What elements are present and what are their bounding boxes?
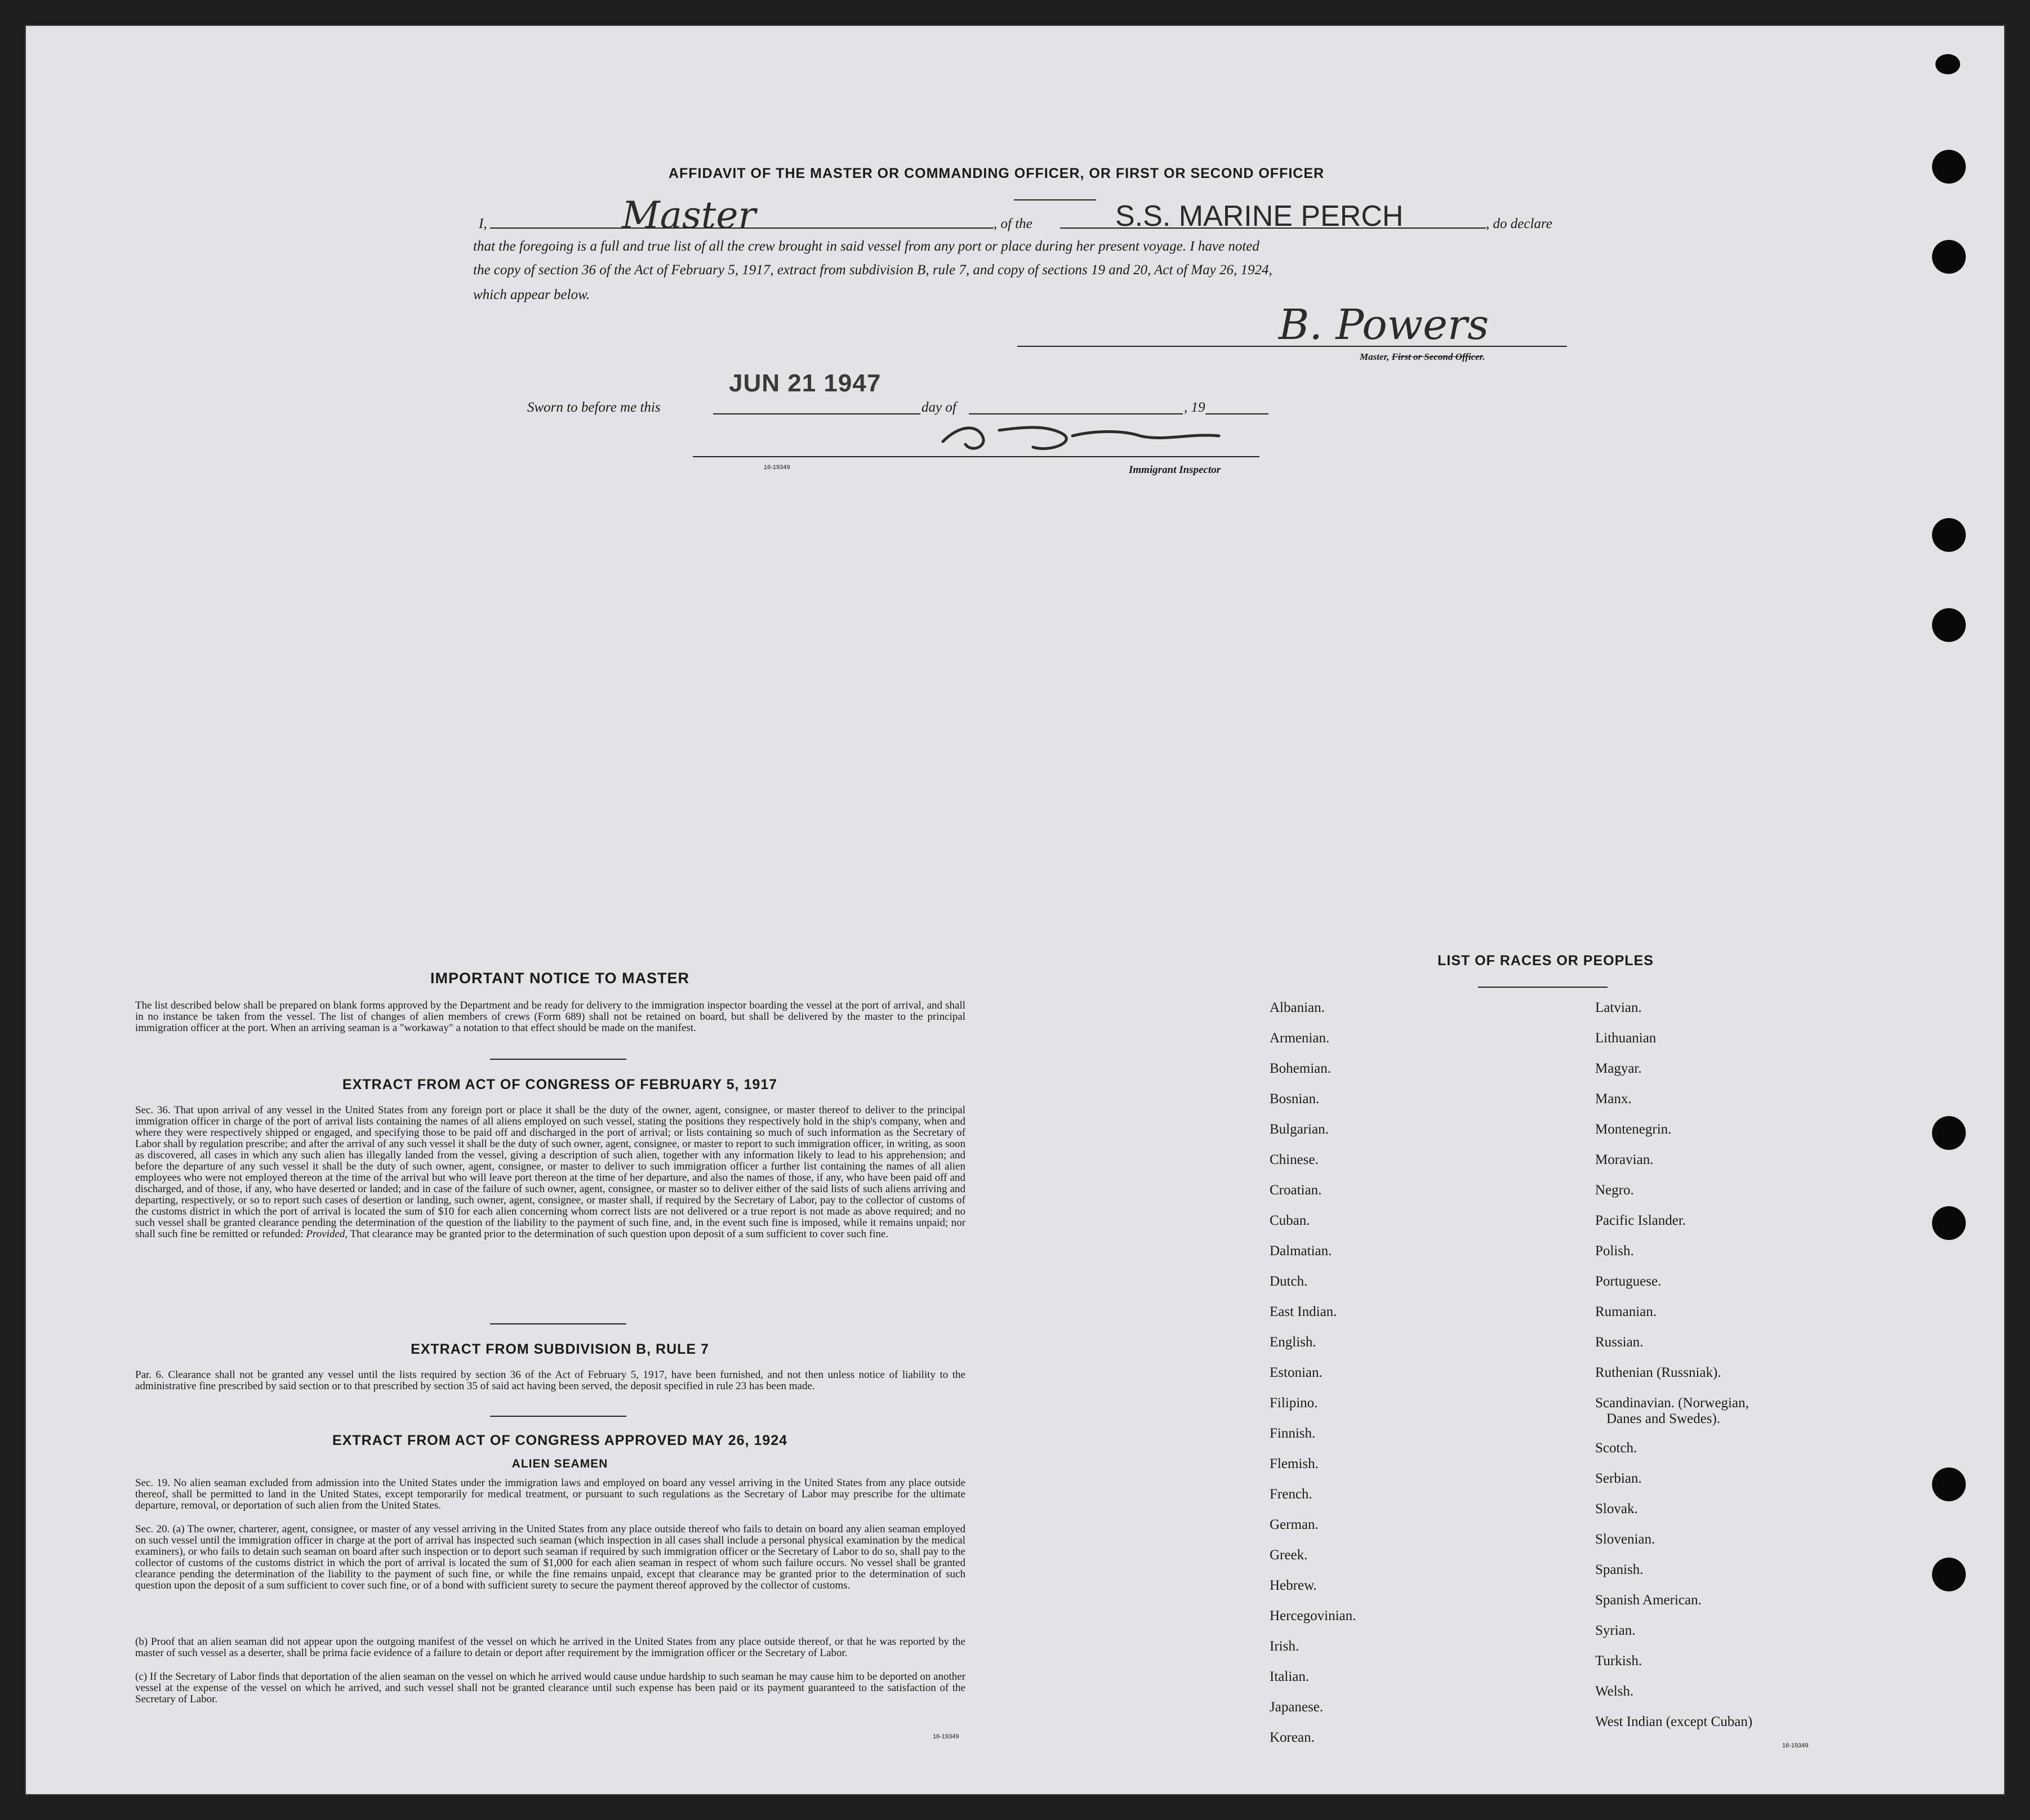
race-item: Bohemian. (1270, 1061, 1332, 1076)
race-item: Cuban. (1270, 1213, 1310, 1228)
race-item: Croatian. (1270, 1183, 1322, 1198)
race-item: Estonian. (1270, 1365, 1323, 1380)
races-right-column (1595, 1000, 1888, 1745)
proviso-rest: That clearance may be granted prior to the determination of such question upon deposit of a sum sufficient to cover such fine. (348, 1228, 889, 1240)
binder-hole (1932, 1206, 1966, 1240)
races-divider (1478, 987, 1608, 988)
race-item: Syrian. (1595, 1623, 1636, 1638)
caption-end: . (1483, 351, 1485, 362)
race-item: English. (1270, 1335, 1316, 1350)
race-item-scandinavian (1595, 1395, 1888, 1440)
race-item: Filipino. (1270, 1395, 1318, 1411)
race-item: Welsh. (1595, 1684, 1634, 1699)
divider (490, 1323, 626, 1324)
officer-handwritten: Master (622, 194, 756, 237)
race-item: Hercegovinian. (1270, 1608, 1356, 1623)
race-item: Slovenian. (1595, 1532, 1655, 1547)
race-item: Albanian. (1270, 1000, 1325, 1015)
race-item: Lithuanian (1595, 1031, 1657, 1046)
rule7-body: Par. 6. Clearance shall not be granted any vessel until the lists required by section 36 of the Act of February 5, 1917, have been furnished, and not then unless notice of liability to the administrative fine prescribed by said section or to that prescribed by section 35 of said act having been served, the deposit specified in rule 23 has been made. (135, 1369, 965, 1392)
race-item: Finnish. (1270, 1426, 1316, 1441)
signature-caption (1360, 351, 1485, 363)
do-declare-label: , do declare (1486, 216, 1552, 231)
race-item: Spanish American. (1595, 1592, 1702, 1608)
race-item: Bosnian. (1270, 1091, 1320, 1107)
race-item: Serbian. (1595, 1471, 1642, 1486)
inspector-signature (937, 413, 1241, 458)
race-item: Korean. (1270, 1730, 1315, 1745)
race-item: Flemish. (1270, 1456, 1319, 1471)
extract-1924-heading: EXTRACT FROM ACT OF CONGRESS APPROVED MAY 26, 1924 (332, 1433, 788, 1448)
binder-hole (1932, 1116, 1966, 1150)
divider (490, 1416, 626, 1417)
day-of-label: day of (921, 400, 956, 415)
race-item: Moravian. (1595, 1152, 1654, 1167)
notice-body: The list described below shall be prepared on blank forms approved by the Department and be ready for delivery to the immigration inspector boarding the vessel at the port of arrival, and shall in no instance be taken from the vessel. The list of changes of alien members of crews (Form 689) shall not be retained on board, but shall be delivered by the master to the principal immigration officer at the port. When an arriving seaman is a "workaway" a notation to that effect should be made on the manifest. (135, 1000, 965, 1034)
rule7-heading: EXTRACT FROM SUBDIVISION B, RULE 7 (411, 1341, 709, 1357)
race-item: Manx. (1595, 1091, 1632, 1107)
extract-form-number: 16-19349 (933, 1733, 959, 1740)
proviso-word: Provided, (306, 1228, 348, 1240)
affidavit-form-number: 16-19349 (764, 464, 790, 471)
divider (490, 1059, 626, 1060)
race-item: Negro. (1595, 1183, 1634, 1198)
race-item: German. (1270, 1517, 1319, 1532)
race-item: Portuguese. (1595, 1274, 1662, 1289)
races-heading: LIST OF RACES OR PEOPLES (1437, 953, 1654, 969)
inspector-signature-scribble (937, 413, 1241, 458)
notice-heading: IMPORTANT NOTICE TO MASTER (430, 970, 689, 987)
extract-1917-body (135, 1105, 965, 1240)
extract-1917-text: Sec. 36. That upon arrival of any vessel in the United States from any foreign port or place it shall be the duty of the owner, agent, consignee, or master thereof to deliver to the principal immigration officer in charge of the port of arrival lists containing the names of all aliens employed on such vessel, stating the positions they respectively hold in the ship's company, when and where they were respectively shipped or engaged, and specifying those to be paid off and discharged in the port of arrival; or lists containing so much of such information as the Secretary of Labor shall by regulation prescribe; and after the arrival of any such vessel it shall be the duty of such owner, agent, consignee, or master to report to such immigration officer, in writing, as soon as discovered, all cases in which any such alien has illegally landed from the vessel, giving a description of such alien, together with any information likely to lead to his apprehension; and before the departure of any such vessel it shall be the duty of such owner, agent, consignee, or master to deliver to such immigration officer a further list containing the names of all alien employees who were not employed thereon at the time of the arrival but who will leave port thereon at the time of her departure, and also the names of those, if any, who have been paid off and discharged, and of those, if any, who have deserted or landed; and in case of the failure of such owner, agent, consignee, or master so to deliver either of the said lists of such aliens arriving and departing, respectively, or so to report such cases of desertion or landing, such owner, agent, consignee, or master shall, if required by the Secretary of Labor, pay to the collector of customs of the customs district in which the port of arrival is located the sum of $10 for each alien concerning whom correct lists are not delivered or a true report is not made as above required; and no such vessel shall be granted clearance pending the determination of the question of the liability to the payment of such fine, and, in the event such fine is imposed, while it remains unpaid; nor shall such fine be remitted or refunded: (135, 1104, 965, 1240)
race-item: French. (1270, 1487, 1312, 1502)
binder-hole (1932, 1558, 1966, 1591)
race-item: Dutch. (1270, 1274, 1308, 1289)
race-item: Hebrew. (1270, 1578, 1317, 1593)
race-item-continuation: Danes and Swedes). (1606, 1411, 1721, 1426)
binder-hole (1935, 54, 1960, 74)
officer-overline (1014, 199, 1096, 200)
master-signature: B. Powers (1279, 301, 1489, 349)
document-page (25, 25, 2005, 1795)
affidavit-statement-line-1: that the foregoing is a full and true list of all the crew brought in said vessel from any port or place during her present voyage. I have noted (473, 239, 1259, 254)
sec-20b: (b) Proof that an alien seaman did not appear upon the outgoing manifest of the vessel on which he arrived in the United States from any place outside thereof, or that he was reported by the master of such vessel as a deserter, shall be prima facie evidence of a failure to detain or deport after requirement by the immigration officer or the Secretary of Labor. (135, 1636, 965, 1659)
year-prefix: , 19 (1184, 400, 1205, 415)
i-label: I, (479, 216, 487, 231)
race-item: Turkish. (1595, 1653, 1642, 1669)
race-item: Rumanian. (1595, 1304, 1657, 1319)
race-item: Polish. (1595, 1243, 1634, 1259)
affidavit-statement-line-3: which appear below. (473, 287, 590, 302)
alien-seamen-subheading: ALIEN SEAMEN (511, 1457, 608, 1470)
race-item: Russian. (1595, 1335, 1644, 1350)
race-item: Scotch. (1595, 1440, 1637, 1456)
race-item: Pacific Islander. (1595, 1213, 1686, 1228)
sec-20a: Sec. 20. (a) The owner, charterer, agent, consignee, or master of any vessel arriving in the United States from any place outside thereof who fails to detain on board any alien seaman employed on such vessel until the immigration officer in charge at the port of arrival has inspected such seaman (which inspection in all cases shall include a personal physical examination by the medical examiners), or who fails to detain such seaman on board after such inspection or to deport such seaman if required by such immigration officer or the Secretary of Labor to do so, shall pay to the collector of customs of the customs district in which the port of arrival is located the sum of $1,000 for each alien seaman in respect of whom such failure occurs. No vessel shall be granted clearance pending the determination of the liability to the payment of such fine, or while the fine remains unpaid, except that clearance may be granted prior to the determination of such question upon the deposit of a sum sufficient to cover such fine, or of a bond with sufficient surety to secure the payment thereof approved by the collector of customs. (135, 1523, 965, 1591)
races-left-column (1270, 1000, 1495, 1760)
sworn-day-line (713, 413, 920, 414)
affidavit-title: AFFIDAVIT OF THE MASTER OR COMMANDING OFFICER, OR FIRST OR SECOND OFFICER (668, 166, 1325, 181)
signature-line (1017, 346, 1567, 347)
race-item: Magyar. (1595, 1061, 1642, 1076)
race-item: Scandinavian. (Norwegian, (1595, 1395, 1749, 1411)
race-item: Chinese. (1270, 1152, 1319, 1167)
race-item: Bulgarian. (1270, 1122, 1329, 1137)
race-item: Montenegrin. (1595, 1122, 1672, 1137)
race-item: Latvian. (1595, 1000, 1642, 1015)
binder-hole (1932, 608, 1966, 642)
race-item: Spanish. (1595, 1562, 1644, 1577)
inspector-caption: Immigrant Inspector (1129, 464, 1221, 476)
binder-hole (1932, 1467, 1966, 1501)
binder-hole (1932, 240, 1966, 274)
races-form-number: 16-19349 (1782, 1742, 1809, 1749)
caption-struck-officer: First or Second Officer (1391, 351, 1483, 362)
sworn-label: Sworn to before me this (527, 400, 661, 415)
sec-19: Sec. 19. No alien seaman excluded from admission into the United States under the immigration laws and employed on board any vessel arriving in the United States from any place outside thereof, shall be permitted to land in the United States, except temporarily for medical treatment, or pursuant to such regulations as the Secretary of Labor may prescribe for the ultimate departure, removal, or deportation of such alien from the United States. (135, 1477, 965, 1511)
race-item: Irish. (1270, 1639, 1299, 1654)
race-item: East Indian. (1270, 1304, 1337, 1319)
race-item: Slovak. (1595, 1501, 1638, 1516)
binder-hole (1932, 518, 1966, 552)
race-item: Italian. (1270, 1669, 1310, 1684)
caption-master: Master, (1360, 351, 1390, 362)
vessel-name: S.S. MARINE PERCH (1115, 200, 1404, 233)
race-item: Japanese. (1270, 1699, 1324, 1715)
of-the-label: , of the (994, 216, 1032, 231)
inspector-line (693, 456, 1259, 457)
affidavit-statement-line-2: the copy of section 36 of the Act of February 5, 1917, extract from subdivision B, rule 7, and copy of sections 19 and 20, Act of May 26, 1924, (473, 262, 1272, 278)
date-stamp: JUN 21 1947 (729, 369, 882, 397)
extract-1917-heading: EXTRACT FROM ACT OF CONGRESS OF FEBRUARY 5, 1917 (342, 1077, 778, 1092)
race-item: Dalmatian. (1270, 1243, 1332, 1259)
race-item: Armenian. (1270, 1031, 1330, 1046)
race-item: Greek. (1270, 1547, 1308, 1563)
sec-20c: (c) If the Secretary of Labor finds that deportation of the alien seaman on the vessel on which he arrived would cause undue hardship to such seaman he may cause him to be deported on another vessel at the expense of the vessel on which he arrived, and such vessel shall not be granted clearance until such expense has been paid or its payment guaranteed to the satisfaction of the Secretary of Labor. (135, 1671, 965, 1705)
binder-hole (1932, 150, 1966, 184)
race-item: West Indian (except Cuban) (1595, 1714, 1753, 1729)
race-item: Ruthenian (Russniak). (1595, 1365, 1721, 1380)
